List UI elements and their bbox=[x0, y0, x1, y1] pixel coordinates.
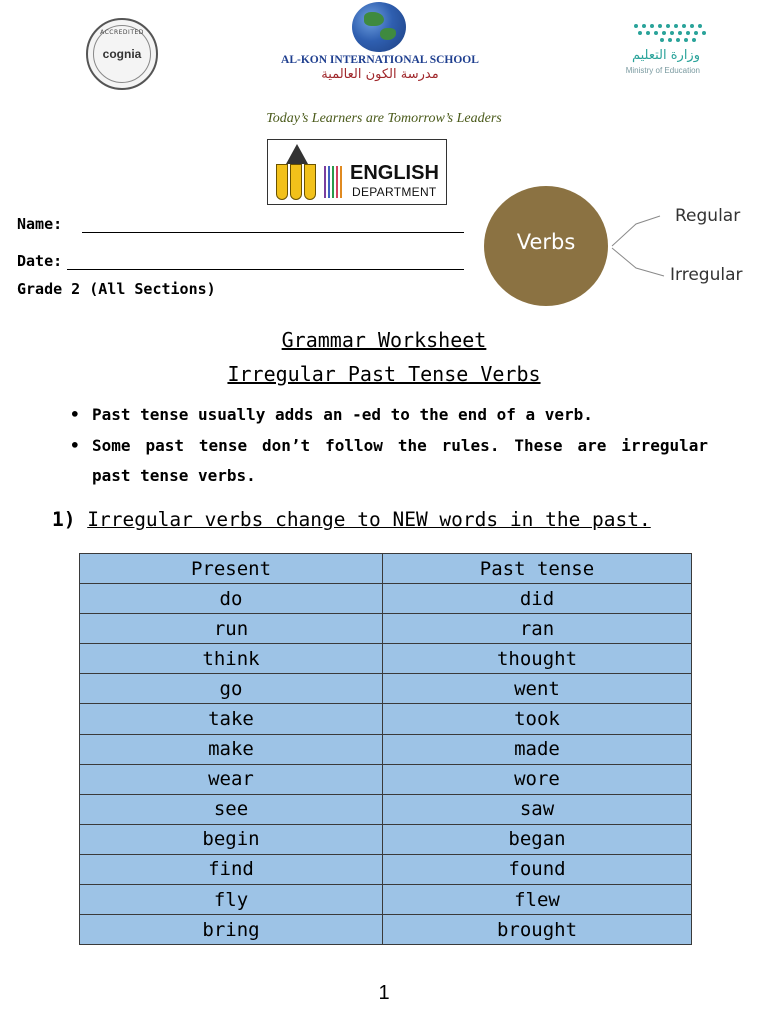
ministry-logo-icon bbox=[632, 22, 708, 44]
verbs-label: Verbs bbox=[516, 230, 576, 254]
bullet-item: • Past tense usually adds an -ed to the end of a verb. bbox=[70, 400, 710, 430]
past-cell: did bbox=[383, 584, 692, 614]
present-cell: see bbox=[80, 794, 383, 824]
verbs-circle bbox=[484, 186, 608, 306]
table-row bbox=[80, 584, 692, 614]
present-cell: go bbox=[80, 674, 383, 704]
present-cell: do bbox=[80, 584, 383, 614]
english-department-logo bbox=[267, 139, 447, 205]
table-row bbox=[80, 794, 692, 824]
bullet-text: Some past tense don’t follow the rules. These are irregular past tense verbs. bbox=[92, 436, 708, 485]
present-cell: make bbox=[80, 734, 383, 764]
diagram-branch-lines bbox=[606, 210, 666, 284]
table-row bbox=[80, 885, 692, 915]
present-cell: bring bbox=[80, 915, 383, 945]
past-cell: went bbox=[383, 674, 692, 704]
page-number: 1 bbox=[378, 982, 390, 1004]
irregular-label: Irregular bbox=[670, 265, 743, 285]
bullet-item: • Some past tense don’t follow the rules. These are irregular past tense verbs. bbox=[70, 431, 710, 493]
pencil-icon bbox=[286, 144, 308, 164]
name-label: Name: bbox=[17, 215, 63, 233]
table-row bbox=[80, 734, 692, 764]
date-label: Date: bbox=[17, 252, 63, 270]
table-row bbox=[80, 824, 692, 854]
past-cell: made bbox=[383, 734, 692, 764]
table-row bbox=[80, 614, 692, 644]
present-cell: find bbox=[80, 854, 383, 884]
irregular-verbs-table bbox=[79, 553, 692, 945]
present-cell: wear bbox=[80, 764, 383, 794]
table-header-row bbox=[80, 554, 692, 584]
bullet-text: Past tense usually adds an -ed to the end of a verb. bbox=[92, 405, 593, 424]
past-cell: ran bbox=[383, 614, 692, 644]
past-cell: wore bbox=[383, 764, 692, 794]
past-cell: brought bbox=[383, 915, 692, 945]
department-subtitle: DEPARTMENT bbox=[352, 185, 437, 199]
ministry-name-english: Ministry of Education bbox=[625, 66, 700, 75]
ministry-name-arabic: وزارة التعليم bbox=[631, 48, 700, 63]
school-name: AL-KON INTERNATIONAL SCHOOL bbox=[281, 54, 479, 66]
present-cell: take bbox=[80, 704, 383, 734]
name-field[interactable] bbox=[82, 232, 464, 233]
present-cell: run bbox=[80, 614, 383, 644]
table-row bbox=[80, 644, 692, 674]
cognia-accreditation-logo bbox=[86, 18, 158, 90]
topic-title: Irregular Past Tense Verbs bbox=[227, 362, 541, 386]
past-cell: found bbox=[383, 854, 692, 884]
regular-label: Regular bbox=[675, 206, 741, 226]
globe-icon bbox=[352, 2, 406, 52]
present-cell: fly bbox=[80, 885, 383, 915]
table-row bbox=[80, 854, 692, 884]
past-cell: began bbox=[383, 824, 692, 854]
present-cell: think bbox=[80, 644, 383, 674]
school-name-arabic: مدرسة الكون العالمية bbox=[321, 67, 439, 82]
date-field[interactable] bbox=[67, 269, 464, 270]
past-cell: took bbox=[383, 704, 692, 734]
section-number: 1) bbox=[52, 508, 76, 531]
grade-text: Grade 2 (All Sections) bbox=[17, 280, 216, 298]
present-cell: begin bbox=[80, 824, 383, 854]
table-row bbox=[80, 915, 692, 945]
accreditor-name: cognia bbox=[102, 47, 142, 61]
past-cell: saw bbox=[383, 794, 692, 824]
worksheet-title: Grammar Worksheet bbox=[281, 328, 487, 352]
section-heading bbox=[52, 508, 651, 531]
table-row bbox=[80, 704, 692, 734]
column-header-present: Present bbox=[80, 554, 383, 584]
department-title: ENGLISH bbox=[350, 162, 439, 184]
school-motto: Today’s Learners are Tomorrow’s Leaders bbox=[266, 111, 502, 126]
section-heading-text: Irregular verbs change to NEW words in the past. bbox=[87, 508, 651, 531]
table-row bbox=[80, 674, 692, 704]
column-header-past: Past tense bbox=[383, 554, 692, 584]
past-cell: thought bbox=[383, 644, 692, 674]
accreditor-top-text: ACCREDITED bbox=[100, 29, 144, 36]
past-cell: flew bbox=[383, 885, 692, 915]
table-row bbox=[80, 764, 692, 794]
